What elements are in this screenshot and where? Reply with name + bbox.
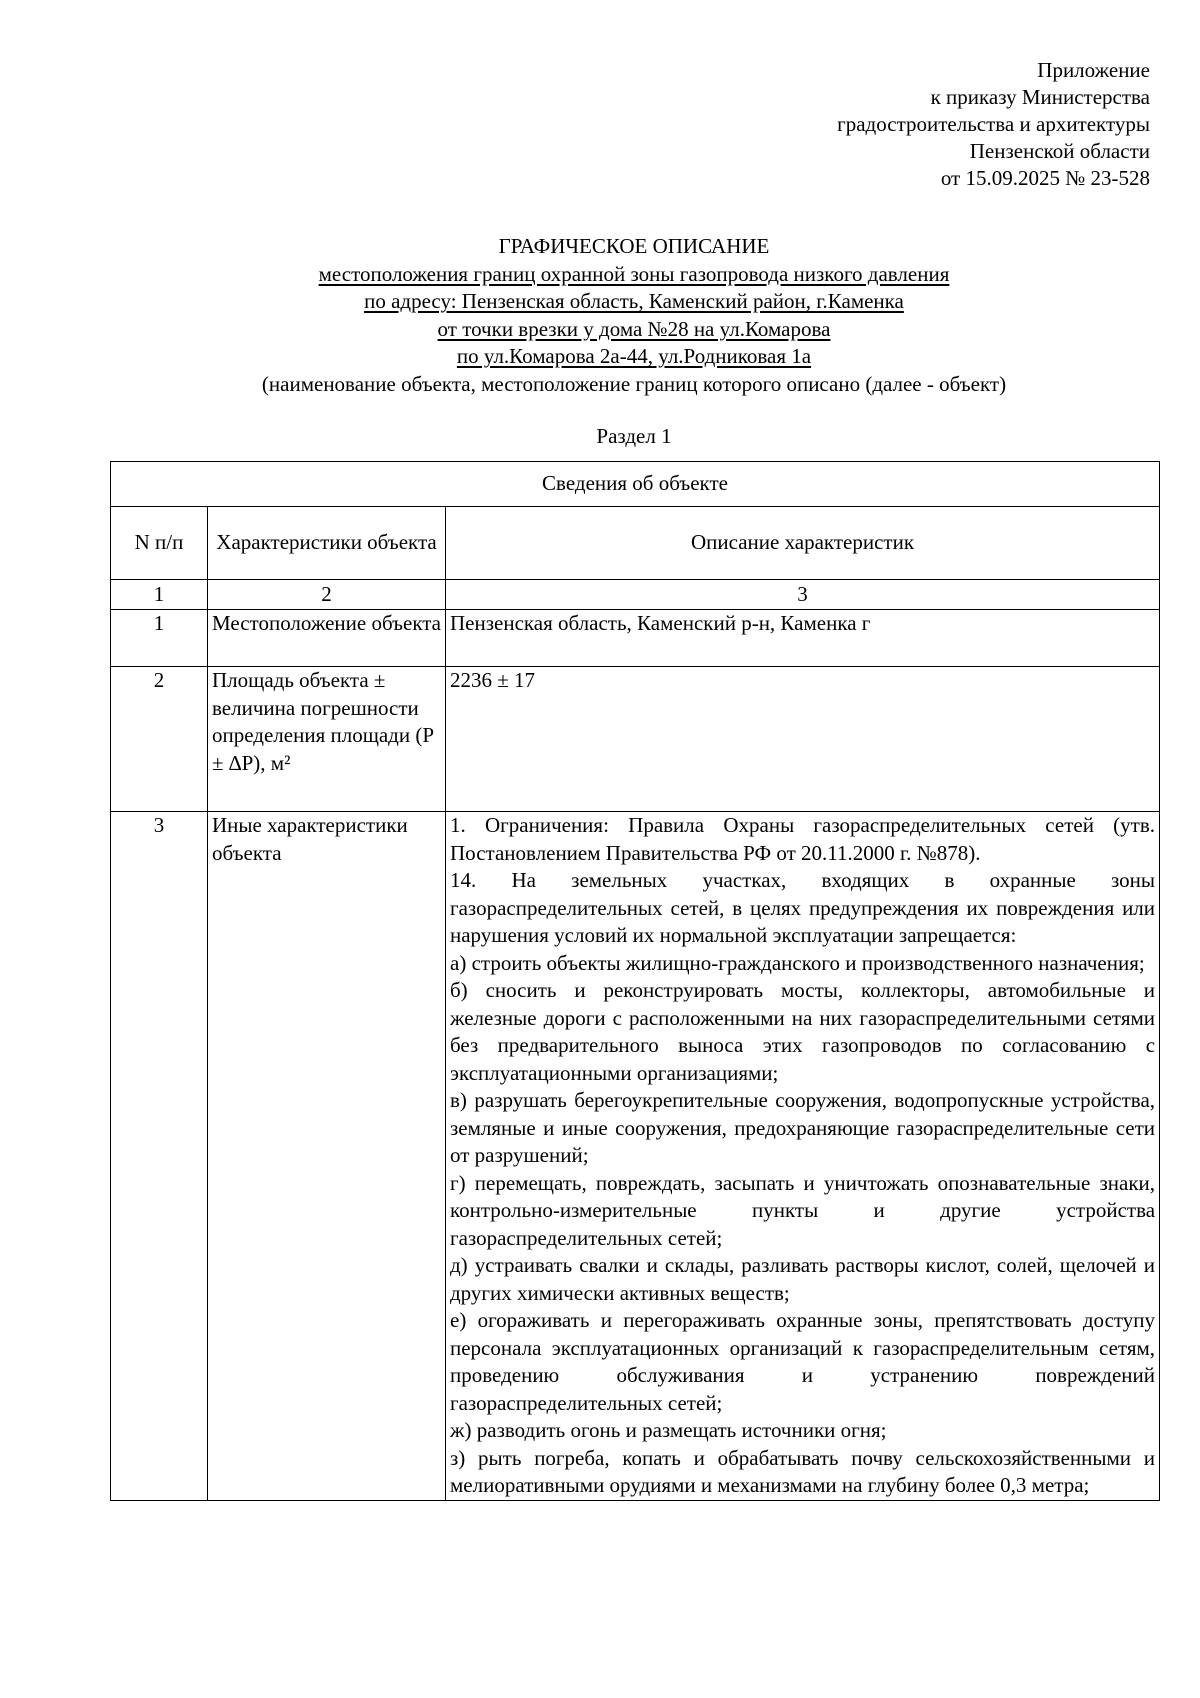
row-number: 3 (111, 812, 208, 1501)
row-value-restrictions (446, 812, 1160, 1501)
restriction-paragraph: б) сносить и реконструировать мосты, коллекторы, автомобильные и железные дороги с расположенными на них газораспределительными сетями без предварительного выноса этих газопроводов по согласованию с эксплуатационными организациями; (450, 978, 1156, 1085)
object-info-table (110, 461, 1160, 1501)
document-title-block (110, 233, 1158, 398)
section-title: Раздел 1 (596, 424, 672, 448)
restriction-paragraph: 1. Ограничения: Правила Охраны газораспределительных сетей (утв. Постановлением Правительства РФ от 20.11.2000 г. №878). (450, 813, 1156, 865)
table-row (111, 610, 1160, 667)
restriction-paragraph: г) перемещать, повреждать, засыпать и уничтожать опознавательные знаки, контрольно-измерительные пункты и другие устройства газораспределительных сетей; (450, 1170, 1156, 1250)
column-number: 3 (446, 580, 1160, 610)
document-heading: ГРАФИЧЕСКОЕ ОПИСАНИЕ (498, 234, 770, 258)
row-number: 1 (111, 610, 208, 667)
approval-date-number: от 15.09.2025 № 23-528 (940, 166, 1150, 190)
row-number: 2 (111, 667, 208, 812)
restriction-paragraph: д) устраивать свалки и склады, разливать растворы кислот, солей, щелочей и других химически активных веществ; (450, 1253, 1156, 1305)
header-num: N п/п (111, 507, 208, 580)
approval-line: градостроительства и архитектуры (837, 112, 1150, 136)
approval-line: Пензенской области (969, 139, 1150, 163)
restriction-paragraph: ж) разводить огонь и размещать источники огня; (450, 1418, 887, 1442)
table-row (111, 667, 1160, 812)
column-number: 1 (111, 580, 208, 610)
title-line: по адресу: Пензенская область, Каменский район, г.Каменка (364, 289, 904, 313)
restriction-paragraph: в) разрушать берегоукрепительные сооружения, водопропускные устройства, земляные и иные сооружения, предохраняющие газораспределительные сети от разрушений; (450, 1088, 1156, 1167)
table-caption: Сведения об объекте (111, 462, 1160, 507)
table-row (111, 812, 1160, 1501)
title-line: от точки врезки у дома №28 на ул.Комарова (437, 316, 831, 341)
title-caption: (наименование объекта, местоположение границ которого описано (далее - объект) (261, 371, 1007, 396)
row-characteristic: Иные характеристики объекта (208, 812, 446, 1501)
column-number: 2 (208, 580, 446, 610)
header-description: Описание характеристик (446, 507, 1160, 580)
approval-block (550, 57, 1150, 192)
restriction-paragraph: а) строить объекты жилищно-гражданского и производственного назначения; (450, 950, 1145, 975)
row-characteristic: Площадь объекта ± величина погрешности определения площади (P ± ∆P), м² (208, 667, 446, 812)
restriction-paragraph: е) огораживать и перегораживать охранные зоны, препятствовать доступу персонала эксплуатационных организаций к газораспределительным сетям, проведению обслуживания и устранению повреждений газораспределительных сетей; (450, 1308, 1156, 1415)
approval-line: к приказу Министерства (930, 85, 1150, 109)
restriction-paragraph: з) рыть погреба, копать и обрабатывать почву сельскохозяйственными и мелиоративными орудиями и механизмами на глубину более 0,3 метра; (450, 1445, 1156, 1497)
row-value: 2236 ± 17 (446, 667, 1160, 812)
header-characteristics: Характеристики объекта (208, 507, 446, 580)
title-line: по ул.Комарова 2а-44, ул.Родниковая 1а (456, 344, 812, 368)
row-value: Пензенская область, Каменский р-н, Каменка г (446, 610, 1160, 667)
approval-line: Приложение (1037, 58, 1150, 82)
restriction-paragraph: 14. На земельных участках, входящих в охранные зоны газораспределительных сетей, в целях предупреждения их повреждения или нарушения условий их нормальной эксплуатации запрещается: (450, 868, 1156, 947)
title-line: местоположения границ охранной зоны газопровода низкого давления (318, 261, 950, 286)
row-characteristic: Местоположение объекта (208, 610, 446, 667)
